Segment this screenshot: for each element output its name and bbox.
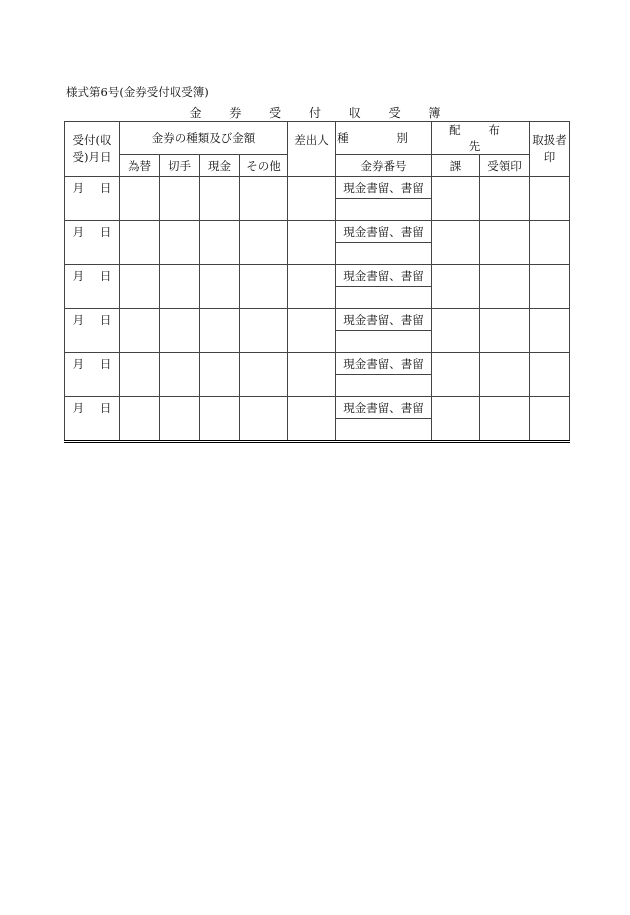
voucher-number-cell[interactable] — [336, 419, 432, 442]
date-cell[interactable]: 月 日 — [65, 221, 120, 265]
stamps-cell[interactable] — [160, 397, 200, 442]
section-cell[interactable] — [432, 353, 480, 397]
header-type: 種 別 — [336, 122, 432, 155]
cash-cell[interactable] — [200, 309, 240, 353]
sender-cell[interactable] — [288, 265, 336, 309]
handler-seal-cell[interactable] — [530, 221, 570, 265]
header-other: その他 — [240, 155, 288, 177]
header-stamps: 切手 — [160, 155, 200, 177]
date-cell[interactable]: 月 日 — [65, 265, 120, 309]
form-number-label: 様式第6号(金券受付収受簿) — [66, 85, 209, 99]
cash-cell[interactable] — [200, 177, 240, 221]
header-receipt-seal: 受領印 — [480, 155, 530, 177]
stamps-cell[interactable] — [160, 221, 200, 265]
table-row — [65, 397, 570, 419]
header-section: 課 — [432, 155, 480, 177]
sender-cell[interactable] — [288, 177, 336, 221]
other-cell[interactable] — [240, 177, 288, 221]
stamps-cell[interactable] — [160, 177, 200, 221]
money-order-cell[interactable] — [120, 397, 160, 442]
money-order-cell[interactable] — [120, 221, 160, 265]
table-row — [65, 265, 570, 287]
voucher-number-cell[interactable] — [336, 287, 432, 309]
handler-seal-cell[interactable] — [530, 309, 570, 353]
date-cell[interactable]: 月 日 — [65, 353, 120, 397]
ledger-table — [64, 121, 570, 443]
header-voucher-number: 金券番号 — [336, 155, 432, 177]
money-order-cell[interactable] — [120, 353, 160, 397]
type-cell[interactable]: 現金書留、書留 — [336, 265, 432, 287]
header-cash: 現金 — [200, 155, 240, 177]
other-cell[interactable] — [240, 265, 288, 309]
receipt-seal-cell[interactable] — [480, 309, 530, 353]
other-cell[interactable] — [240, 309, 288, 353]
stamps-cell[interactable] — [160, 309, 200, 353]
money-order-cell[interactable] — [120, 309, 160, 353]
table-row — [65, 353, 570, 375]
other-cell[interactable] — [240, 397, 288, 442]
cash-cell[interactable] — [200, 221, 240, 265]
section-cell[interactable] — [432, 265, 480, 309]
receipt-seal-cell[interactable] — [480, 177, 530, 221]
receipt-seal-cell[interactable] — [480, 353, 530, 397]
table-row — [65, 177, 570, 199]
voucher-number-cell[interactable] — [336, 243, 432, 265]
handler-seal-cell[interactable] — [530, 397, 570, 442]
type-cell[interactable]: 現金書留、書留 — [336, 353, 432, 375]
section-cell[interactable] — [432, 177, 480, 221]
header-date: 受付(収受)月日 — [65, 122, 120, 177]
header-sender: 差出人 — [288, 122, 336, 177]
type-cell[interactable]: 現金書留、書留 — [336, 177, 432, 199]
handler-seal-cell[interactable] — [530, 353, 570, 397]
money-order-cell[interactable] — [120, 265, 160, 309]
other-cell[interactable] — [240, 221, 288, 265]
voucher-number-cell[interactable] — [336, 375, 432, 397]
receipt-seal-cell[interactable] — [480, 265, 530, 309]
date-cell[interactable]: 月 日 — [65, 309, 120, 353]
form-title: 金 券 受 付 収 受 簿 — [189, 106, 453, 120]
type-cell[interactable]: 現金書留、書留 — [336, 397, 432, 419]
section-cell[interactable] — [432, 309, 480, 353]
header-handler-seal: 取扱者印 — [530, 122, 570, 177]
sender-cell[interactable] — [288, 221, 336, 265]
handler-seal-cell[interactable] — [530, 177, 570, 221]
other-cell[interactable] — [240, 353, 288, 397]
section-cell[interactable] — [432, 221, 480, 265]
header-kinds-amounts: 金券の種類及び金額 — [120, 122, 288, 155]
receipt-seal-cell[interactable] — [480, 221, 530, 265]
handler-seal-cell[interactable] — [530, 265, 570, 309]
sender-cell[interactable] — [288, 397, 336, 442]
cash-cell[interactable] — [200, 265, 240, 309]
voucher-number-cell[interactable] — [336, 331, 432, 353]
table-row — [65, 221, 570, 243]
stamps-cell[interactable] — [160, 353, 200, 397]
voucher-number-cell[interactable] — [336, 199, 432, 221]
cash-cell[interactable] — [200, 397, 240, 442]
date-cell[interactable]: 月 日 — [65, 397, 120, 442]
header-money-order: 為替 — [120, 155, 160, 177]
money-order-cell[interactable] — [120, 177, 160, 221]
sender-cell[interactable] — [288, 353, 336, 397]
date-cell[interactable]: 月 日 — [65, 177, 120, 221]
section-cell[interactable] — [432, 397, 480, 442]
sender-cell[interactable] — [288, 309, 336, 353]
cash-cell[interactable] — [200, 353, 240, 397]
receipt-seal-cell[interactable] — [480, 397, 530, 442]
type-cell[interactable]: 現金書留、書留 — [336, 309, 432, 331]
header-distribution: 配 布 先 — [432, 122, 530, 155]
stamps-cell[interactable] — [160, 265, 200, 309]
table-row — [65, 309, 570, 331]
type-cell[interactable]: 現金書留、書留 — [336, 221, 432, 243]
